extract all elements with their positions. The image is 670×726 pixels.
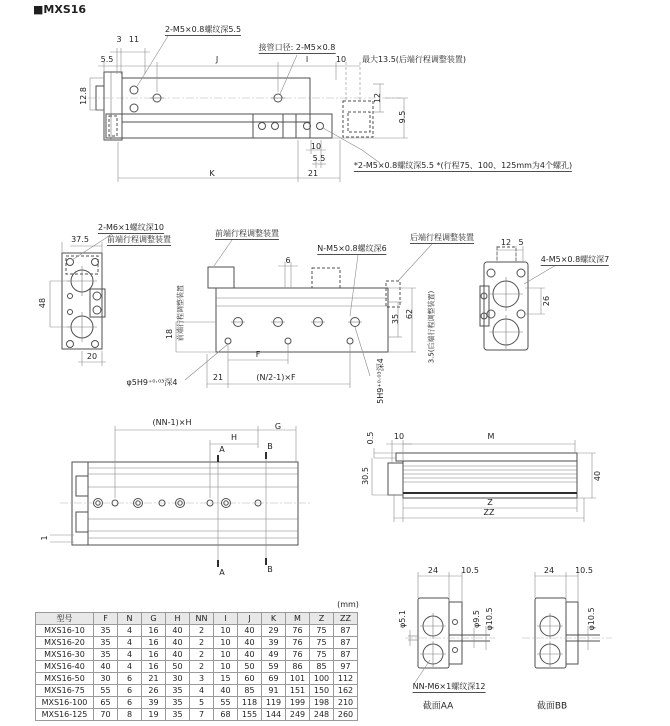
value-cell: 4 [118,637,142,649]
section-marker-b-top: B [267,442,273,451]
col-header-zz: ZZ [334,613,358,625]
value-cell: 59 [262,661,286,673]
model-cell: MXS16-30 [36,649,94,661]
value-cell: 10 [214,649,238,661]
dim-21: 21 [307,169,319,178]
col-header-nn: NN [190,613,214,625]
value-cell: 6 [118,697,142,709]
value-cell: 249 [286,709,310,721]
aa-dia-9-5: φ9.5 [472,610,481,628]
value-cell: 76 [286,637,310,649]
value-cell: 40 [238,625,262,637]
value-cell: 10 [214,625,238,637]
dim-K: K [209,169,215,178]
dim-M: M [487,432,495,441]
hole-depth-note-vertical: 5H9⁺⁰·⁰³深4 [376,358,385,404]
star-thread-note: *2-M5×0.8螺纹深5.5 *(行程75、100、125mm为4个螺孔) [353,161,573,170]
dim-37-5: 37.5 [71,235,89,244]
value-cell: 39 [142,697,166,709]
value-cell: 70 [94,709,118,721]
value-cell: 87 [334,649,358,661]
dim-F: F [255,350,261,359]
dim-20: 20 [86,352,98,361]
value-cell: 2 [190,661,214,673]
dim-1: 1 [40,535,49,541]
aa-dim-24: 24 [427,566,439,575]
table-row [36,685,358,697]
col-header-k: K [262,613,286,625]
section-marker-b-bottom: B [267,565,273,574]
aa-dim-10-5: 10.5 [461,566,479,575]
dim-11: 11 [128,35,140,44]
value-cell: 7 [190,709,214,721]
front-adjuster-label: 前端行程调整装置 [107,235,171,244]
dim-12: 12 [373,92,382,104]
value-cell: 4 [118,661,142,673]
value-cell: 144 [262,709,286,721]
table-row [36,697,358,709]
value-cell: 30 [94,673,118,685]
model-cell: MXS16-100 [36,697,94,709]
value-cell: 50 [166,661,190,673]
dim-26: 26 [542,295,551,307]
unit-note: (mm) [337,600,359,609]
value-cell: 4 [118,625,142,637]
value-cell: 16 [142,661,166,673]
mid-view-linework [50,234,556,388]
value-cell: 2 [190,649,214,661]
value-cell: 248 [310,709,334,721]
value-cell: 112 [334,673,358,685]
value-cell: 85 [310,661,334,673]
col-header-i: I [214,613,238,625]
value-cell: 65 [94,697,118,709]
table-row [36,661,358,673]
col-header-m: M [286,613,310,625]
value-cell: 150 [310,685,334,697]
value-cell: 75 [310,625,334,637]
value-cell: 97 [334,661,358,673]
value-cell: 35 [166,709,190,721]
value-cell: 75 [310,637,334,649]
model-cell: MXS16-10 [36,625,94,637]
dim-nn-span: (NN-1)×H [152,418,192,427]
value-cell: 76 [286,625,310,637]
section-aa-linework [405,572,495,684]
section-marker-a-top: A [219,445,225,454]
dim-5-5: 5.5 [100,55,114,64]
dim-35: 35 [391,313,400,325]
value-cell: 101 [286,673,310,685]
value-cell: 35 [166,685,190,697]
col-header-n: N [118,613,142,625]
value-cell: 55 [94,685,118,697]
value-cell: 49 [262,649,286,661]
section-marker-a-bottom: A [219,568,225,577]
dim-62: 62 [405,308,414,320]
value-cell: 162 [334,685,358,697]
dim-12-8: 12.8 [79,87,88,105]
table-row [36,709,358,721]
value-cell: 87 [334,637,358,649]
model-cell: MXS16-50 [36,673,94,685]
dim-H: H [230,433,238,442]
value-cell: 210 [334,697,358,709]
table-row [36,625,358,637]
value-cell: 26 [142,685,166,697]
value-cell: 2 [190,625,214,637]
value-cell: 100 [310,673,334,685]
value-cell: 86 [286,661,310,673]
dim-0-5: 0.5 [366,431,375,445]
dim-48: 48 [38,297,47,309]
value-cell: 10 [214,637,238,649]
model-cell: MXS16-125 [36,709,94,721]
dim-ZZ: ZZ [483,508,495,517]
aa-thread-note: NN-M6×1螺纹深12 [412,682,486,691]
value-cell: 76 [286,649,310,661]
value-cell: 29 [262,625,286,637]
value-cell: 16 [142,625,166,637]
hole-depth-note: φ5H9⁺⁰·⁰³深4 [126,378,178,387]
table-header-row [36,613,358,625]
value-cell: 60 [238,673,262,685]
model-cell: MXS16-40 [36,661,94,673]
dim-10-profile: 10 [393,432,405,441]
bb-dim-10-5: 10.5 [575,566,593,575]
value-cell: 40 [238,649,262,661]
dimensions-table [35,612,358,721]
dim-30-5: 30.5 [361,467,370,485]
col-header-h: H [166,613,190,625]
value-cell: 40 [166,625,190,637]
left-thread-note: 2-M6×1螺纹深10 [98,223,164,232]
value-cell: 16 [142,637,166,649]
bb-dim-24: 24 [543,566,555,575]
section-bb-title: 截面BB [536,701,568,712]
rear-adjuster-label: 后端行程调整装置 [410,233,474,242]
value-cell: 19 [142,709,166,721]
value-cell: 118 [238,697,262,709]
dim-10-bottom: 10 [310,142,322,151]
dim-10-top: 10 [335,55,347,64]
dim-6: 6 [285,256,291,265]
value-cell: 15 [214,673,238,685]
value-cell: 50 [238,661,262,673]
col-header-f: F [94,613,118,625]
model-cell: MXS16-20 [36,637,94,649]
value-cell: 6 [118,685,142,697]
value-cell: 6 [118,673,142,685]
value-cell: 260 [334,709,358,721]
section-bb-linework [522,572,612,668]
top-thread-note: 2-M5×0.8螺纹深5.5 [164,25,242,34]
value-cell: 10 [214,661,238,673]
value-cell: 40 [166,637,190,649]
value-cell: 35 [94,625,118,637]
col-header-z: Z [310,613,334,625]
dim-18: 18 [165,328,174,340]
front-adjuster-leader-label: 前端行程调整装置 [215,229,279,238]
side-thread-note: 4-M5×0.8螺纹深7 [540,255,610,264]
section-aa-title: 截面AA [422,701,454,712]
aa-dia-5-1: φ5.1 [398,610,407,628]
value-cell: 85 [238,685,262,697]
rear-offset-note: 3.5(后端行程调整装置) [427,290,436,364]
value-cell: 199 [286,697,310,709]
value-cell: 40 [214,685,238,697]
value-cell: 155 [238,709,262,721]
dim-J: J [215,55,219,64]
port-note: 接管口径: 2-M5×0.8 [258,43,336,52]
dim-12-side: 12 [500,238,512,247]
max-stroke-note: 最大13.5(后端行程调整装置) [361,55,467,64]
value-cell: 198 [310,697,334,709]
value-cell: 21 [142,673,166,685]
aa-dia-10-5: φ10.5 [485,607,494,631]
value-cell: 2 [190,637,214,649]
n-thread-note: N-M5×0.8螺纹深6 [317,244,387,253]
value-cell: 8 [118,709,142,721]
value-cell: 68 [214,709,238,721]
value-cell: 91 [262,685,286,697]
value-cell: 75 [310,649,334,661]
value-cell: 151 [286,685,310,697]
value-cell: 35 [166,697,190,709]
front-adjuster-vertical-label: 前端行程调整装置 [176,285,185,341]
dim-5-5-bottom: 5.5 [312,154,326,163]
table-row [36,673,358,685]
col-header-model: 型号 [36,613,94,625]
dim-I: I [305,55,309,64]
value-cell: 119 [262,697,286,709]
dim-3: 3 [116,35,122,44]
dim-Z: Z [487,498,493,507]
dim-21-mid: 21 [212,373,224,382]
value-cell: 39 [262,637,286,649]
value-cell: 4 [118,649,142,661]
table-row [36,637,358,649]
model-cell: MXS16-75 [36,685,94,697]
value-cell: 55 [214,697,238,709]
dim-40: 40 [593,470,602,482]
dim-5-side: 5 [518,238,524,247]
dim-9-5: 9.5 [398,110,407,124]
value-cell: 35 [94,637,118,649]
value-cell: 69 [262,673,286,685]
table-row [36,649,358,661]
value-cell: 40 [94,661,118,673]
value-cell: 87 [334,625,358,637]
dim-pitch: (N/2-1)×F [256,373,296,382]
value-cell: 40 [166,649,190,661]
bb-dia-10-5: φ10.5 [587,607,596,631]
dim-G: G [274,422,282,431]
page-title: ■MXS16 [33,3,87,16]
value-cell: 30 [166,673,190,685]
value-cell: 4 [190,685,214,697]
value-cell: 16 [142,649,166,661]
value-cell: 5 [190,697,214,709]
col-header-g: G [142,613,166,625]
value-cell: 40 [238,637,262,649]
col-header-j: J [238,613,262,625]
value-cell: 3 [190,673,214,685]
value-cell: 35 [94,649,118,661]
